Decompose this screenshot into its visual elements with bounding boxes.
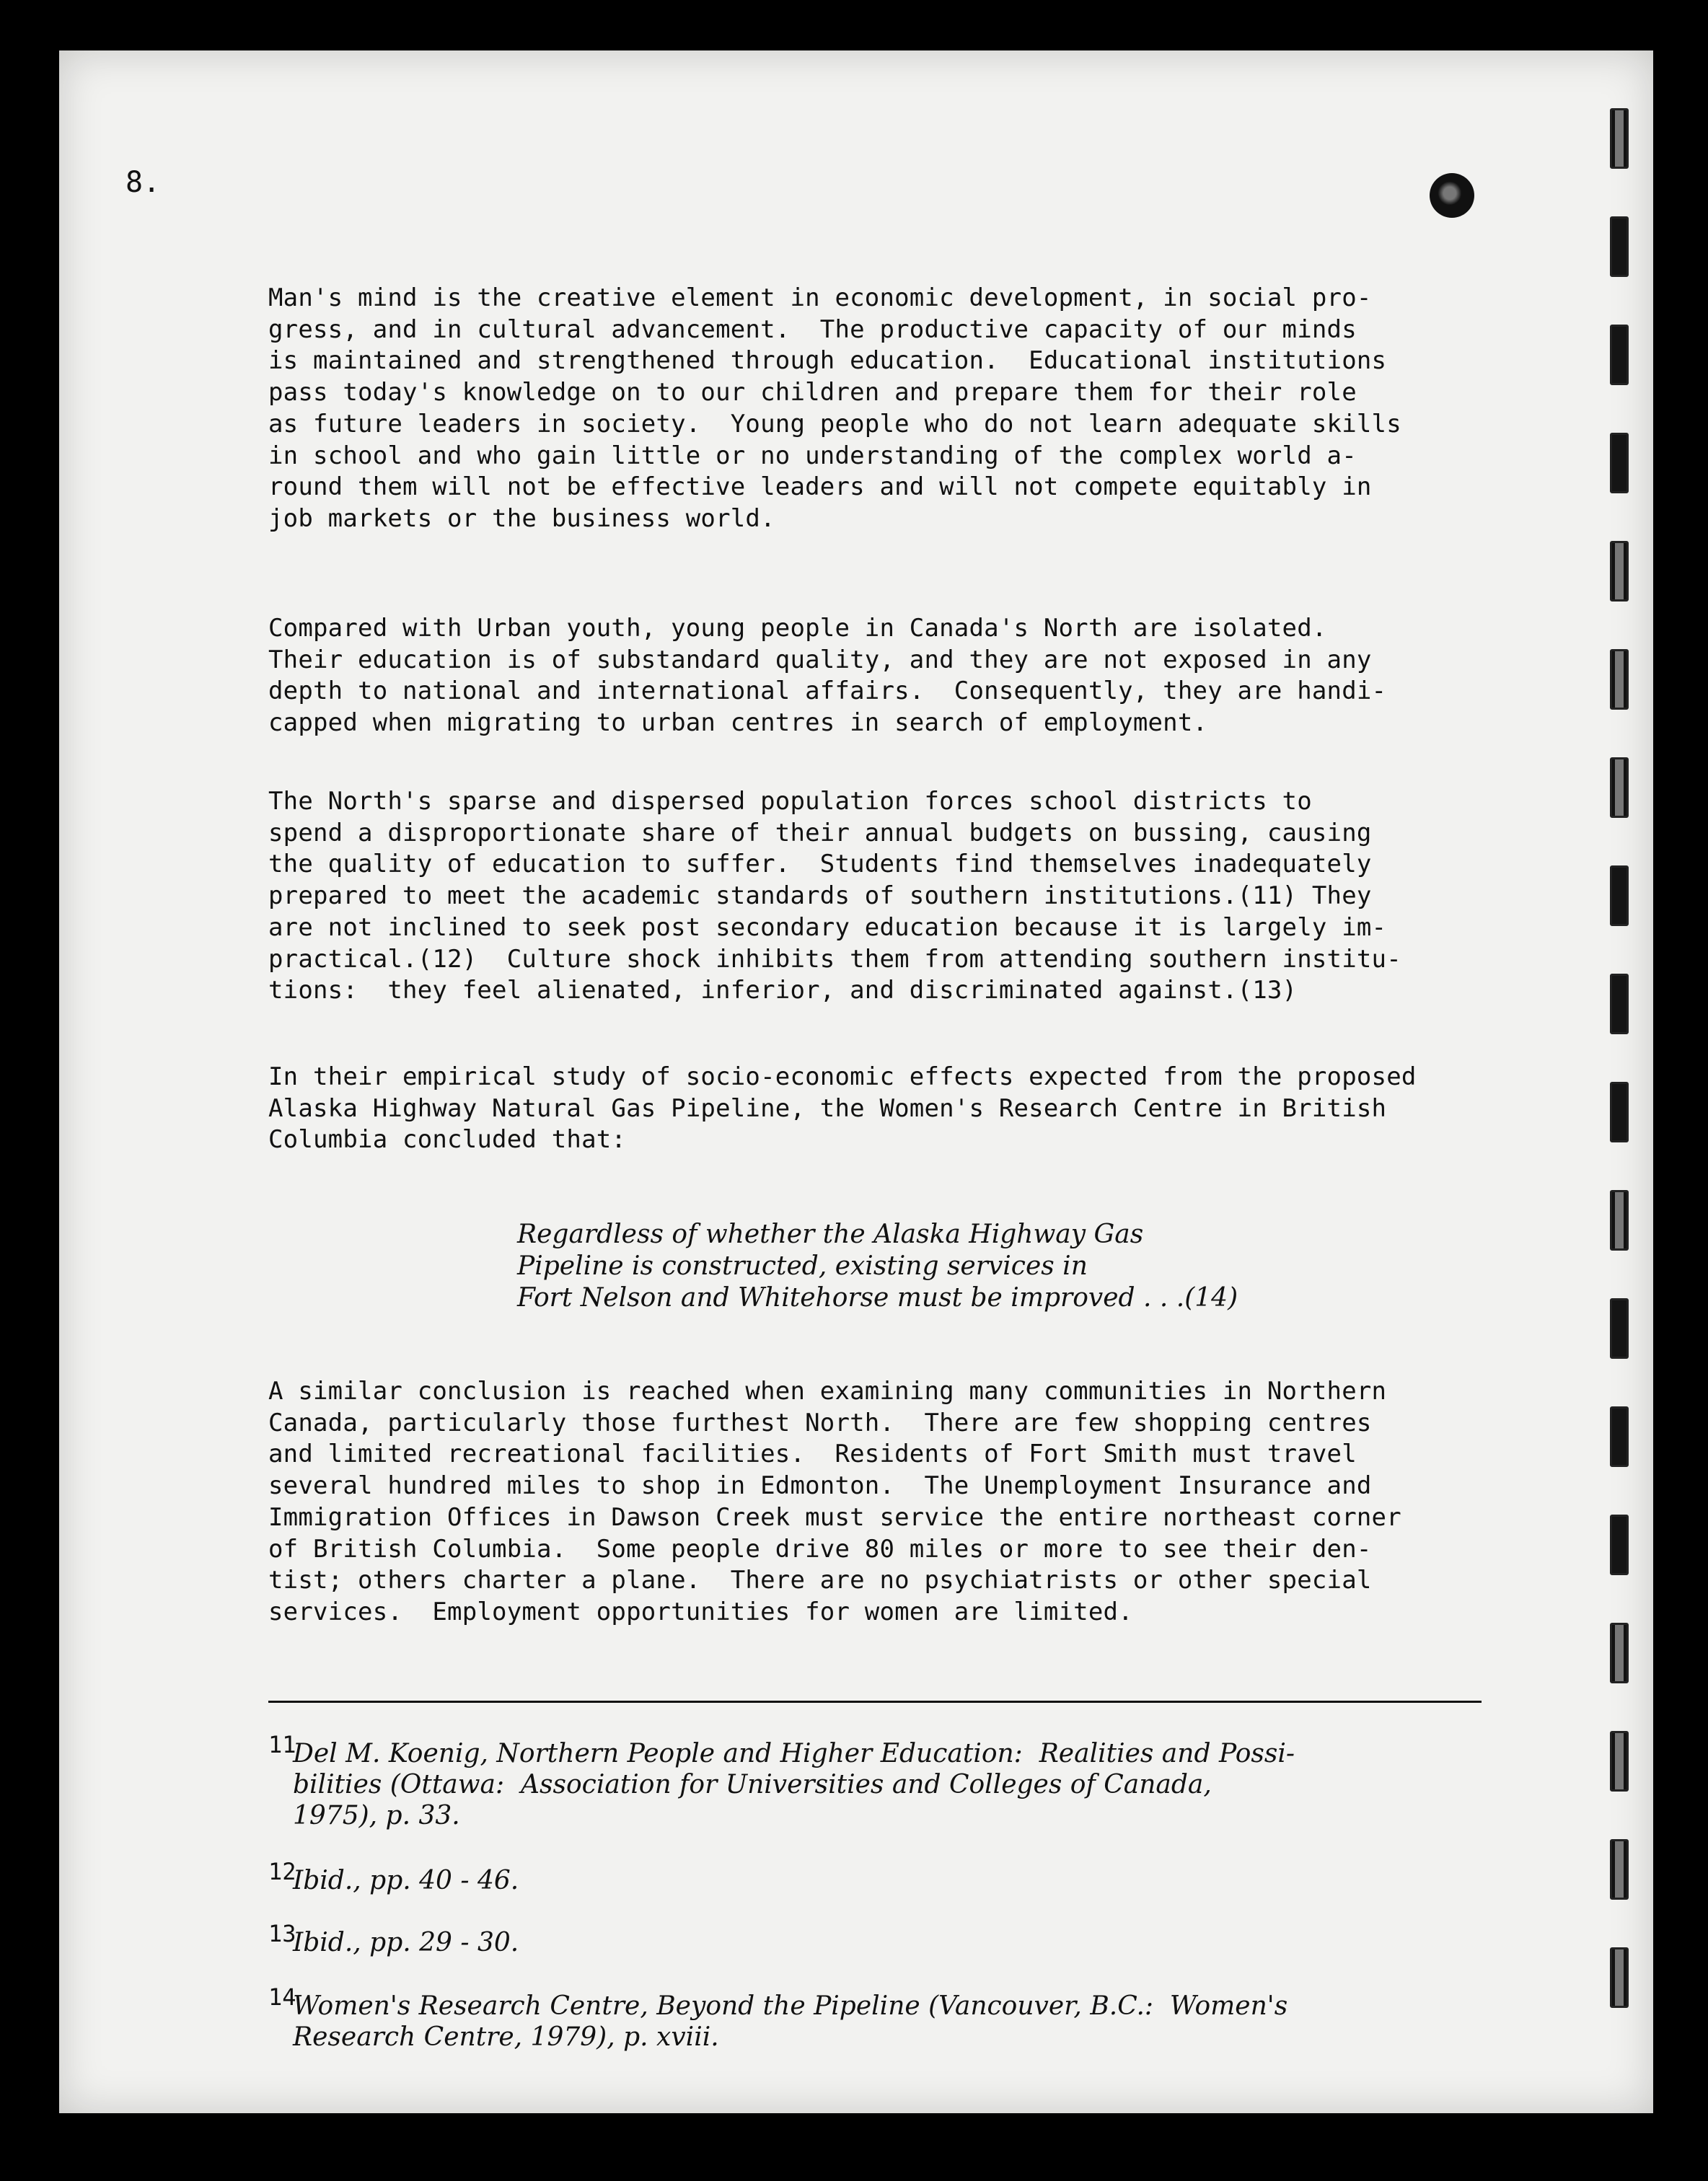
paragraph-line: prepared to meet the academic standards of southern institutions.(11) They [268,881,1372,911]
footnote-14 [268,1983,1531,2053]
footnote-11 [268,1731,1531,1831]
paragraph-5 [268,1376,1567,1629]
footnote-line: Women's Research Centre, Beyond the Pipeline (Vancouver, B.C.: Women's [293,1991,1288,2021]
footnote-divider [268,1701,1482,1703]
paragraph-line: Alaska Highway Natural Gas Pipeline, the Women's Research Centre in British [268,1093,1387,1123]
footnote-line: 1975), p. 33. [293,1801,460,1830]
footnote-number: 11 [268,1731,296,1758]
paragraph-line: Immigration Offices in Dawson Creek must service the entire northeast corner [268,1502,1401,1532]
paragraph-line: and limited recreational facilities. Residents of Fort Smith must travel [268,1440,1357,1469]
paragraph-line: depth to national and international affairs. Consequently, they are handi- [268,677,1387,706]
paragraph-line: in school and who gain little or no understanding of the complex world a- [268,441,1357,470]
paragraph-line: Man's mind is the creative element in economic development, in social pro- [268,283,1372,312]
paragraph-3 [268,786,1567,1007]
quote-line: Regardless of whether the Alaska Highway Gas [517,1220,1144,1249]
paragraph-line: Their education is of substandard quality, and they are not exposed in any [268,645,1372,674]
paragraph-line: spend a disproportionate share of their annual budgets on bussing, causing [268,818,1372,847]
binding-ring [1610,1947,1629,2008]
paragraph-line: The North's sparse and dispersed population forces school districts to [268,787,1312,816]
binding-ring [1610,757,1629,818]
footnote-number: 12 [268,1858,296,1885]
scanned-page [59,50,1653,2113]
spiral-binding [1604,79,1633,2084]
footnote-line: Research Centre, 1979), p. xviii. [293,2022,719,2052]
binding-ring [1610,541,1629,602]
paragraph-line: are not inclined to seek post secondary education because it is largely im- [268,912,1387,942]
block-quote [517,1219,1455,1314]
paragraph-line: capped when migrating to urban centres in search of employment. [268,708,1208,738]
paragraph-line: In their empirical study of socio-economic effects expected from the proposed [268,1062,1417,1091]
paragraph-line: of British Columbia. Some people drive 80 miles or more to see their den- [268,1534,1372,1564]
binding-ring [1610,1190,1629,1251]
paragraph-1 [268,283,1567,535]
binding-ring [1610,1298,1629,1359]
binding-ring [1610,974,1629,1034]
binding-ring [1610,325,1629,385]
paragraph-line: round them will not be effective leaders and will not compete equitably in [268,472,1372,502]
binding-ring [1610,649,1629,710]
footnote-number: 13 [268,1920,296,1947]
binding-ring [1610,1082,1629,1142]
paragraph-line: services. Employment opportunities for women are limited. [268,1597,1133,1626]
binding-ring [1610,865,1629,926]
paragraph-line: tions: they feel alienated, inferior, and discriminated against.(13) [268,976,1298,1005]
paragraph-line: Columbia concluded that: [268,1125,627,1155]
paragraph-line: the quality of education to suffer. Students find themselves inadequately [268,850,1372,879]
paragraph-2 [268,613,1567,739]
footnote-line: bilities (Ottawa: Association for Universities and Colleges of Canada, [293,1770,1212,1799]
paragraph-line: Compared with Urban youth, young people in Canada's North are isolated. [268,614,1327,643]
paragraph-line: A similar conclusion is reached when examining many communities in Northern [268,1377,1387,1406]
paragraph-line: tist; others charter a plane. There are no psychiatrists or other special [268,1566,1372,1595]
binding-ring [1610,1406,1629,1467]
paragraph-line: pass today's knowledge on to our children and prepare them for their role [268,378,1357,407]
footnote-13 [268,1920,1531,1958]
binding-ring [1610,1839,1629,1900]
footnote-12 [268,1858,1531,1896]
paragraph-line: several hundred miles to shop in Edmonton. The Unemployment Insurance and [268,1471,1372,1501]
quote-line: Pipeline is constructed, existing services in [517,1251,1088,1281]
binding-ring [1610,216,1629,277]
footnote-line: Ibid., pp. 40 - 46. [293,1866,519,1895]
binding-ring [1610,1515,1629,1575]
binding-ring [1610,433,1629,493]
page-number: 8. [126,166,161,199]
binding-ring [1610,1731,1629,1792]
punch-hole [1430,173,1474,218]
footnote-line: Del M. Koenig, Northern People and Higher Education: Realities and Possi- [293,1739,1295,1768]
paragraph-line: gress, and in cultural advancement. The productive capacity of our minds [268,314,1357,344]
paragraph-4 [268,1062,1567,1156]
paragraph-line: as future leaders in society. Young people who do not learn adequate skills [268,409,1401,439]
binding-ring [1610,108,1629,169]
footnote-line: Ibid., pp. 29 - 30. [293,1928,519,1957]
paragraph-line: practical.(12) Culture shock inhibits them from attending southern institu- [268,944,1401,974]
footnote-number: 14 [268,1983,296,2011]
quote-line: Fort Nelson and Whitehorse must be improved . . .(14) [517,1283,1238,1313]
paragraph-line: Canada, particularly those furthest North. There are few shopping centres [268,1408,1372,1437]
paragraph-line: job markets or the business world. [268,503,775,533]
binding-ring [1610,1623,1629,1683]
paragraph-line: is maintained and strengthened through education. Educational institutions [268,346,1387,376]
